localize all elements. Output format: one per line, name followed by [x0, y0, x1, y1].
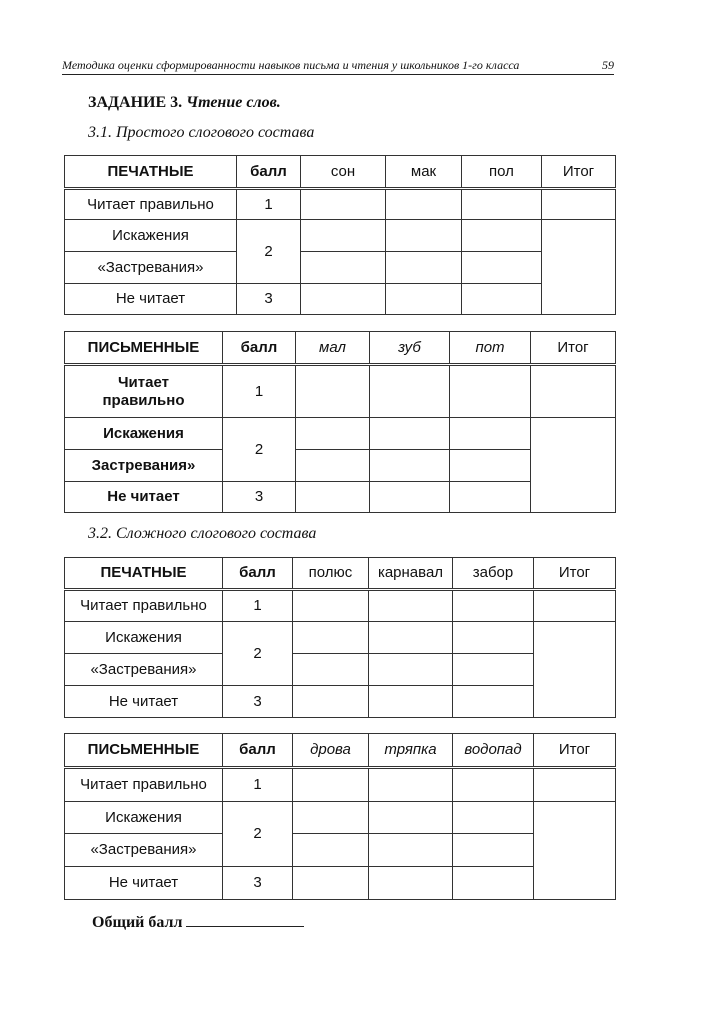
answer-cell: [453, 590, 534, 622]
table-row: [65, 686, 616, 718]
column-header-word: полюс: [293, 558, 369, 590]
total-cell: [542, 189, 616, 220]
answer-cell: [293, 654, 369, 686]
answer-cell: [369, 802, 453, 834]
total-cell: [531, 418, 616, 513]
column-header-word: зуб: [370, 332, 450, 365]
row-label: Не читает: [65, 686, 223, 718]
answer-cell: [369, 867, 453, 900]
page-number: 59: [602, 58, 614, 72]
total-score-blank: [186, 912, 304, 927]
answer-cell: [369, 834, 453, 867]
table-row: [65, 220, 616, 252]
row-label: «Застревания»: [65, 252, 237, 284]
score-cell: 1: [223, 768, 293, 802]
answer-cell: [453, 867, 534, 900]
answer-cell: [370, 418, 450, 450]
table-row: [65, 768, 616, 802]
task-heading: [88, 94, 281, 112]
answer-cell: [462, 284, 542, 315]
table-row: [65, 365, 616, 418]
table-row: [65, 284, 616, 315]
answer-cell: [453, 622, 534, 654]
answer-cell: [369, 768, 453, 802]
column-header-type: ПИСЬМЕННЫЕ: [65, 332, 223, 365]
column-header-word: пот: [450, 332, 531, 365]
answer-cell: [301, 252, 386, 284]
answer-cell: [386, 189, 462, 220]
answer-cell: [453, 802, 534, 834]
total-cell: [534, 768, 616, 802]
answer-cell: [293, 590, 369, 622]
answer-cell: [296, 365, 370, 418]
answer-cell: [450, 365, 531, 418]
column-header-word: мал: [296, 332, 370, 365]
running-head: [62, 54, 614, 75]
column-header-word: мак: [386, 156, 462, 189]
row-label: Застревания»: [65, 450, 223, 482]
row-label: Читает правильно: [65, 590, 223, 622]
table-row: [65, 834, 616, 867]
table-header-row: [65, 734, 616, 768]
table-printed-complex: [64, 557, 616, 718]
answer-cell: [301, 189, 386, 220]
table-row: [65, 189, 616, 220]
answer-cell: [369, 686, 453, 718]
table-row: [65, 622, 616, 654]
row-label: Искажения: [65, 802, 223, 834]
answer-cell: [386, 284, 462, 315]
answer-cell: [453, 686, 534, 718]
row-label: Читает правильно: [65, 768, 223, 802]
answer-cell: [296, 450, 370, 482]
answer-cell: [369, 590, 453, 622]
answer-cell: [301, 220, 386, 252]
answer-cell: [369, 654, 453, 686]
answer-cell: [293, 686, 369, 718]
table-row: [65, 252, 616, 284]
column-header-word: сон: [301, 156, 386, 189]
answer-cell: [370, 365, 450, 418]
answer-cell: [369, 622, 453, 654]
score-cell: 1: [223, 590, 293, 622]
answer-cell: [296, 482, 370, 513]
column-header-word: дрова: [293, 734, 369, 768]
column-header-score: балл: [223, 558, 293, 590]
table-row: [65, 802, 616, 834]
table-header-row: [65, 558, 616, 590]
section-1-title: 3.1. Простого слогового состава: [88, 124, 315, 141]
score-cell: 3: [237, 284, 301, 315]
answer-cell: [453, 834, 534, 867]
answer-cell: [462, 252, 542, 284]
total-score-label: Общий балл: [92, 914, 183, 931]
column-header-score: балл: [223, 734, 293, 768]
row-label: Читает правильно: [65, 365, 223, 418]
table-printed-simple: [64, 155, 616, 315]
answer-cell: [450, 418, 531, 450]
column-header-word: забор: [453, 558, 534, 590]
row-label: Не читает: [65, 284, 237, 315]
answer-cell: [293, 768, 369, 802]
score-cell: 1: [223, 365, 296, 418]
row-label: Не читает: [65, 482, 223, 513]
row-label: Искажения: [65, 622, 223, 654]
score-cell: 2: [223, 418, 296, 482]
total-cell: [534, 802, 616, 900]
total-cell: [542, 220, 616, 315]
answer-cell: [370, 482, 450, 513]
column-header-word: пол: [462, 156, 542, 189]
answer-cell: [462, 220, 542, 252]
answer-cell: [462, 189, 542, 220]
table-row: [65, 418, 616, 450]
table-script-complex: [64, 733, 616, 900]
answer-cell: [386, 252, 462, 284]
row-label: «Застревания»: [65, 834, 223, 867]
column-header-score: балл: [237, 156, 301, 189]
answer-cell: [453, 654, 534, 686]
row-label: Читает правильно: [65, 189, 237, 220]
answer-cell: [450, 482, 531, 513]
table-row: [65, 654, 616, 686]
total-score-line: [92, 912, 304, 932]
column-header-total: Итог: [534, 558, 616, 590]
score-cell: 2: [237, 220, 301, 284]
row-label: Искажения: [65, 418, 223, 450]
row-label: «Застревания»: [65, 654, 223, 686]
answer-cell: [293, 867, 369, 900]
column-header-word: тряпка: [369, 734, 453, 768]
table-header-row: [65, 332, 616, 365]
table-row: [65, 867, 616, 900]
score-cell: 3: [223, 482, 296, 513]
task-name: Чтение слов.: [186, 94, 281, 111]
column-header-score: балл: [223, 332, 296, 365]
score-cell: 3: [223, 686, 293, 718]
table-script-simple: [64, 331, 616, 513]
answer-cell: [301, 284, 386, 315]
answer-cell: [370, 450, 450, 482]
total-cell: [534, 590, 616, 622]
column-header-total: Итог: [534, 734, 616, 768]
section-2-title: 3.2. Сложного слогового состава: [88, 525, 317, 542]
row-label: Не читает: [65, 867, 223, 900]
total-cell: [531, 365, 616, 418]
task-label: ЗАДАНИЕ 3.: [88, 94, 183, 111]
column-header-type: ПЕЧАТНЫЕ: [65, 156, 237, 189]
column-header-total: Итог: [542, 156, 616, 189]
column-header-type: ПИСЬМЕННЫЕ: [65, 734, 223, 768]
column-header-type: ПЕЧАТНЫЕ: [65, 558, 223, 590]
answer-cell: [293, 834, 369, 867]
score-cell: 2: [223, 622, 293, 686]
answer-cell: [296, 418, 370, 450]
score-cell: 2: [223, 802, 293, 867]
score-cell: 3: [223, 867, 293, 900]
answer-cell: [386, 220, 462, 252]
table-header-row: [65, 156, 616, 189]
answer-cell: [293, 802, 369, 834]
column-header-total: Итог: [531, 332, 616, 365]
answer-cell: [450, 450, 531, 482]
table-row: [65, 590, 616, 622]
total-cell: [534, 622, 616, 718]
score-cell: 1: [237, 189, 301, 220]
answer-cell: [293, 622, 369, 654]
row-label: Искажения: [65, 220, 237, 252]
running-head-title: Методика оценки сформированности навыков письма и чтения у школьников 1-го класса: [62, 58, 520, 72]
column-header-word: карнавал: [369, 558, 453, 590]
column-header-word: водопад: [453, 734, 534, 768]
answer-cell: [453, 768, 534, 802]
